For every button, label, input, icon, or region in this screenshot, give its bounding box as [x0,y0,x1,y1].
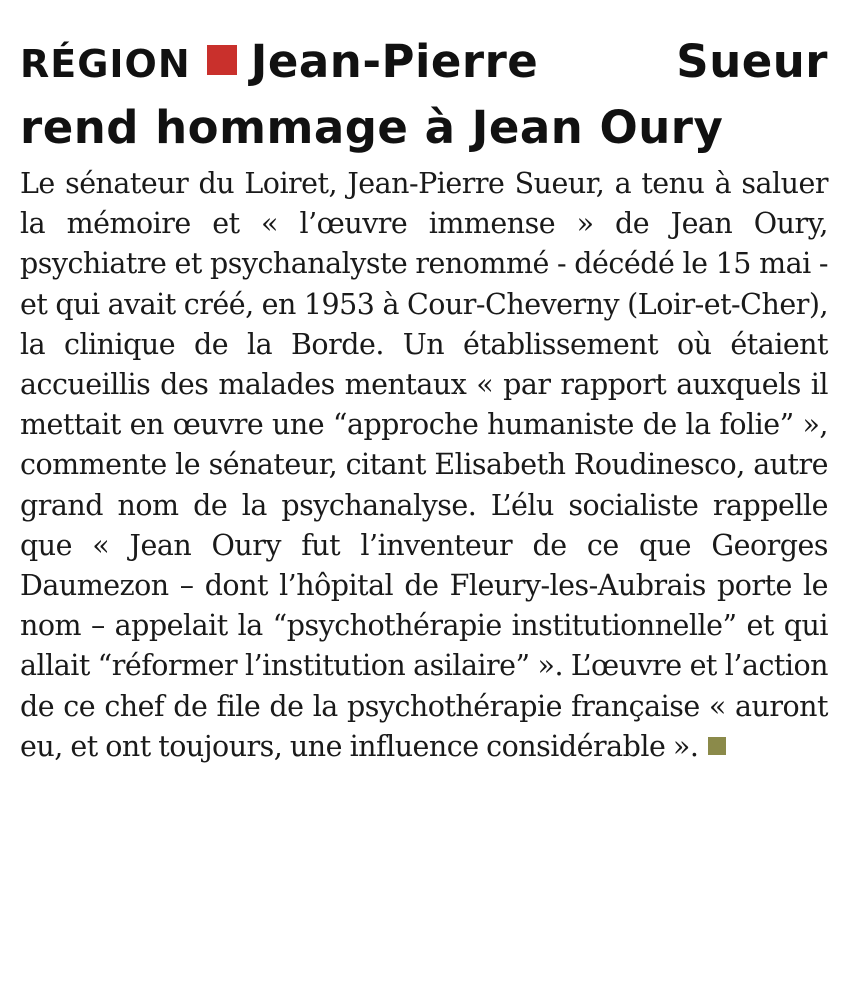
article-headline [20,30,828,160]
article-body-text: Le sénateur du Loiret, Jean-Pierre Sueur, a tenu à saluer la mémoire et « l’œuvre immense » de Jean Oury, psychiatre et psychanalyste renommé - décédé le 15 mai - et qui avait créé, en 1953 à Cour-Cheverny (Loir-et-Cher), la clinique de la Borde. Un établissement où étaient accueillis des malades mentaux « par rapport auxquels il mettait en œuvre une “approche humaniste de la folie” », commente le sénateur, citant Elisabeth Roudinesco, autre grand nom de la psychanalyse. L’élu socialiste rappelle que « Jean Oury fut l’inventeur de ce que Georges Daumezon – dont l’hôpital de Fleury-les-Aubrais porte le nom – appelait la “psychothérapie institutionnelle” et qui allait “réformer l’institution asilaire” ». L’œuvre et l’action de ce chef de file de la psychothérapie française « auront eu, et ont toujours, une influence considérable ». [20,167,828,763]
article-title: Jean-Pierre Sueur rend hommage à Jean Oury [20,35,828,154]
end-mark-square-icon [708,737,726,755]
rubric-square-icon [207,45,237,75]
section-rubric: RÉGION [20,42,191,86]
article-body [20,164,828,767]
news-article [20,30,828,767]
